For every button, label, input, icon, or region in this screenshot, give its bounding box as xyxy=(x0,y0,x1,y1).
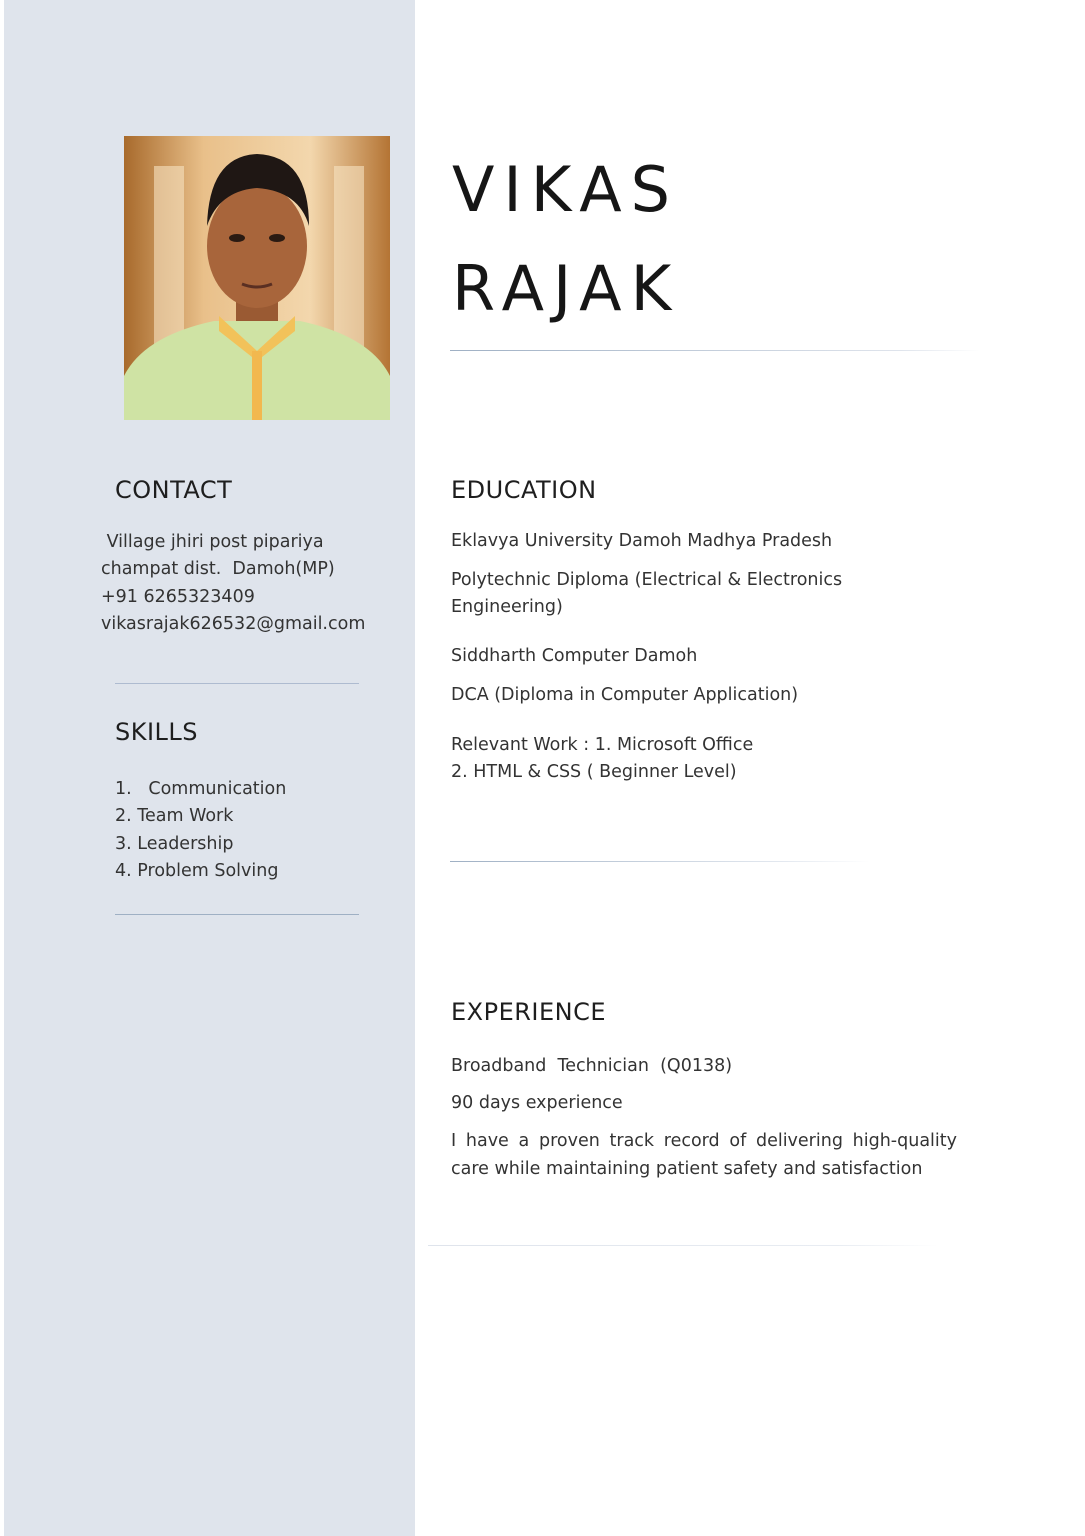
education-relevant-line2: 2. HTML & CSS ( Beginner Level) xyxy=(451,762,737,782)
name-divider xyxy=(450,350,980,351)
first-name: VIKAS xyxy=(452,153,680,226)
full-name xyxy=(452,140,680,338)
education-divider xyxy=(450,861,870,862)
contact-phone: +91 6265323409 xyxy=(101,587,255,607)
last-name: RAJAK xyxy=(452,252,681,325)
education-relevant-line1: Relevant Work : 1. Microsoft Office xyxy=(451,735,754,755)
profile-photo xyxy=(124,136,390,420)
experience-role: Broadband Technician (Q0138) xyxy=(451,1056,733,1076)
education-degree-1-line1: Polytechnic Diploma (Electrical & Electronics xyxy=(451,570,843,590)
education-heading: EDUCATION xyxy=(451,476,597,504)
skill-item: 2. Team Work xyxy=(115,806,234,826)
experience-divider xyxy=(428,1245,938,1246)
contact-address-line2: champat dist. Damoh(MP) xyxy=(101,559,335,579)
experience-heading: EXPERIENCE xyxy=(451,998,607,1026)
skills-heading: SKILLS xyxy=(115,718,199,746)
contact-email: vikasrajak626532@gmail.com xyxy=(101,614,366,634)
education-degree-1-line2: Engineering) xyxy=(451,597,563,617)
contact-heading: CONTACT xyxy=(115,476,233,504)
experience-summary: I have a proven track record of delivering high-quality care while maintaining patient safety and satisfaction xyxy=(451,1131,957,1179)
education-school-1: Eklavya University Damoh Madhya Pradesh xyxy=(451,531,833,551)
contact-address-line1: Village jhiri post pipariya xyxy=(101,532,324,552)
education-school-2: Siddharth Computer Damoh xyxy=(451,646,698,666)
contact-divider xyxy=(115,683,359,684)
skill-item: 3. Leadership xyxy=(115,834,234,854)
skills-divider xyxy=(115,914,359,915)
skill-item: 1. Communication xyxy=(115,779,287,799)
experience-duration: 90 days experience xyxy=(451,1093,623,1113)
skill-item: 4. Problem Solving xyxy=(115,861,279,881)
education-degree-2: DCA (Diploma in Computer Application) xyxy=(451,685,799,705)
